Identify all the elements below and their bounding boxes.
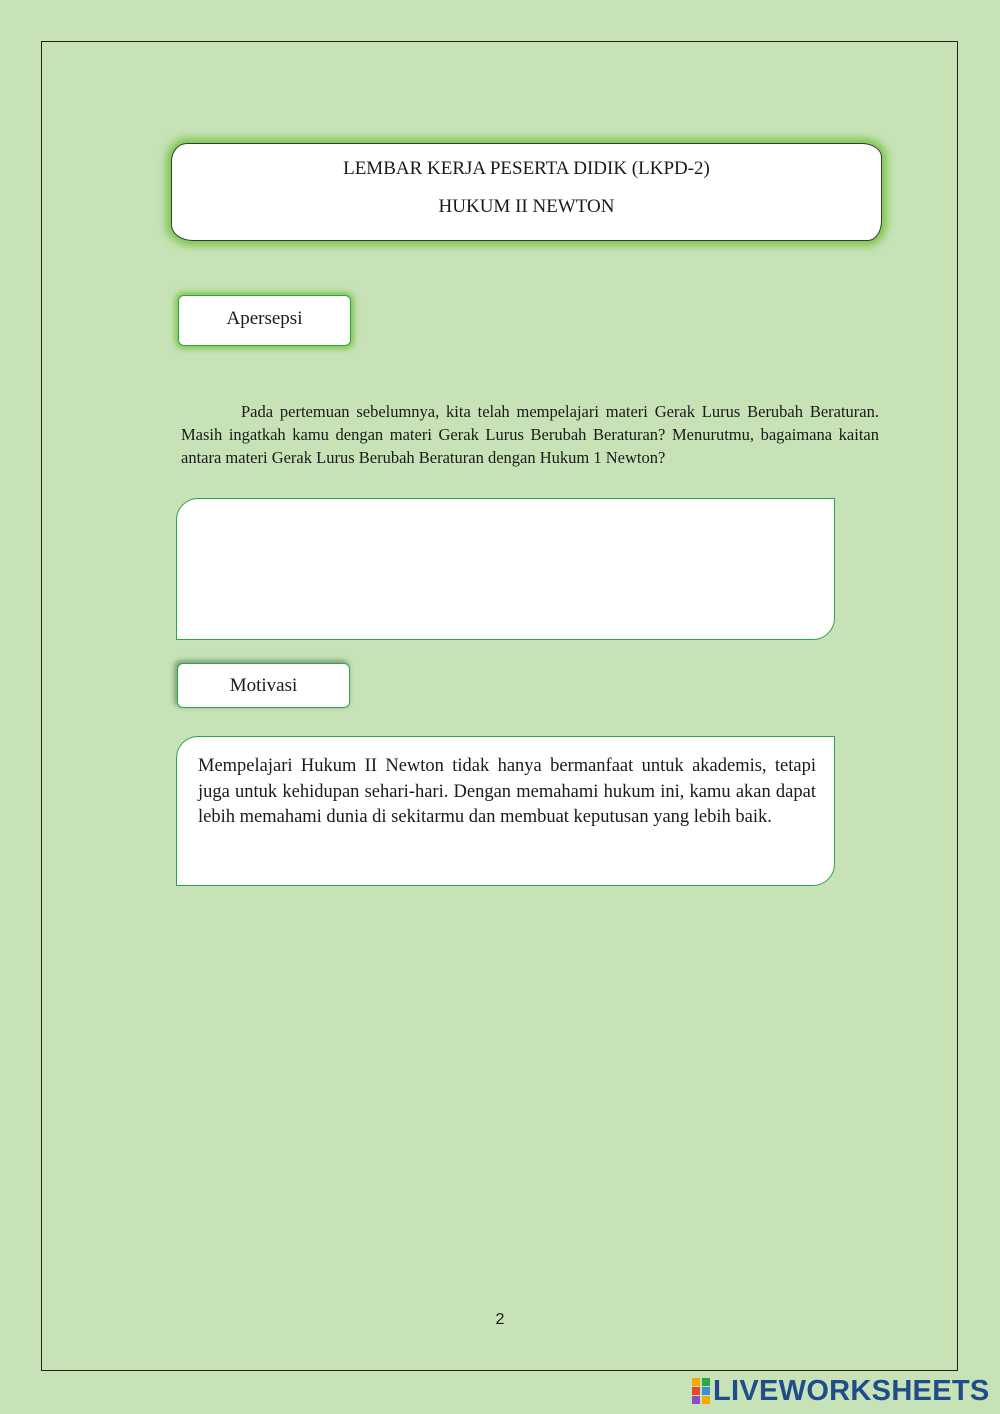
- liveworksheets-wordmark: LIVEWORKSHEETS: [713, 1374, 990, 1407]
- apersepsi-question: Pada pertemuan sebelumnya, kita telah mempelajari materi Gerak Lurus Berubah Beraturan. Masih ingatkah kamu dengan materi Gerak Lurus Berubah Beraturan? Menurutmu, bagaimana kaitan antara materi Gerak Lurus Berubah Beraturan dengan Hukum 1 Newton?: [181, 402, 879, 467]
- motivasi-box: [176, 736, 835, 886]
- motivasi-text: Mempelajari Hukum II Newton tidak hanya bermanfaat untuk akademis, tetapi juga untuk kehidupan sehari-hari. Dengan memahami hukum ini, kamu akan dapat lebih memahami dunia di sekitarmu dan membuat keputusan yang lebih baik.: [198, 756, 816, 827]
- title-banner: [171, 143, 882, 241]
- section-label-apersepsi: Apersepsi: [178, 295, 351, 346]
- section-label-motivasi: Motivasi: [177, 663, 350, 708]
- page-number: 2: [495, 1311, 505, 1328]
- answer-input[interactable]: [185, 507, 826, 631]
- liveworksheets-logo: [692, 1375, 990, 1407]
- worksheet-subtitle: HUKUM II NEWTON: [438, 196, 615, 217]
- liveworksheets-icon: [692, 1378, 711, 1404]
- worksheet-title: LEMBAR KERJA PESERTA DIDIK (LKPD-2): [343, 158, 710, 179]
- answer-box[interactable]: [176, 498, 835, 640]
